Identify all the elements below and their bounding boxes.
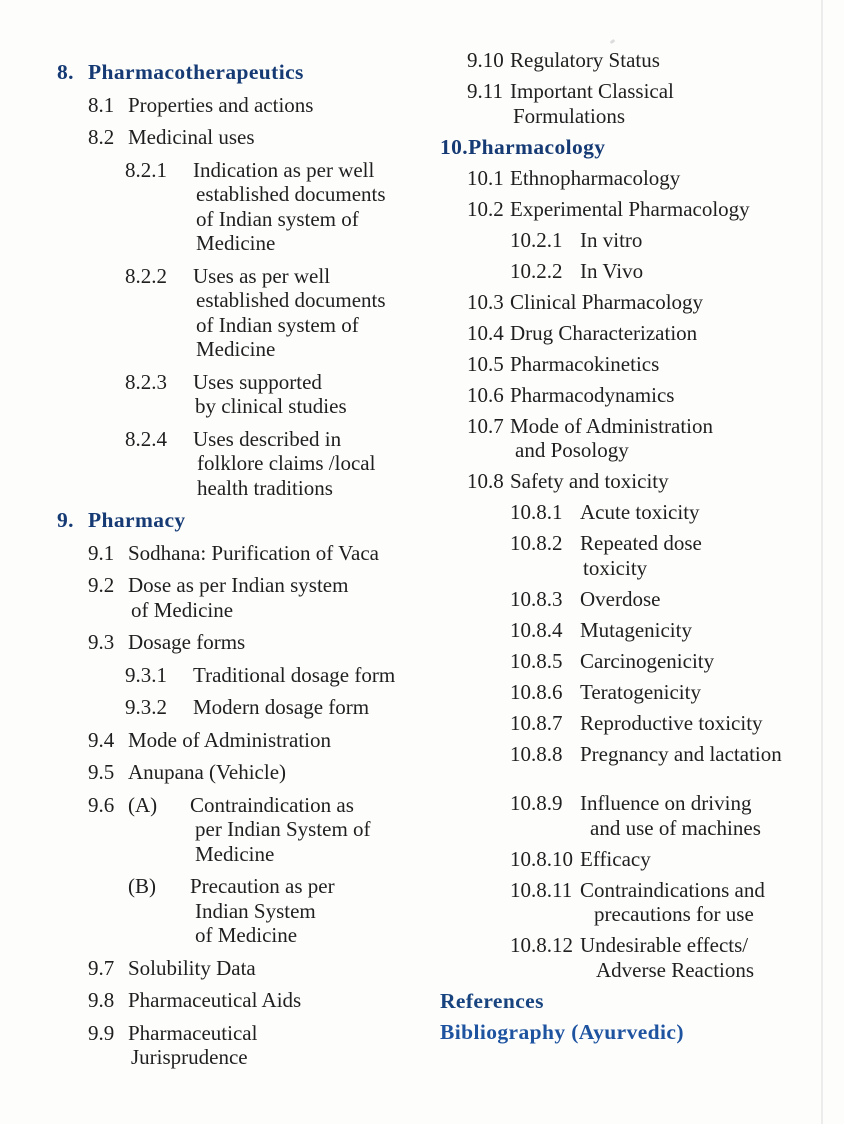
toc-entry-text <box>510 469 669 494</box>
toc-entry-text <box>510 166 680 191</box>
toc-entry-line: Acute toxicity <box>580 500 700 524</box>
toc-entry-line: Undesirable effects/ <box>580 933 749 957</box>
toc-entry-line: Jurisprudence <box>131 1045 248 1069</box>
toc-entry-text <box>190 793 371 867</box>
toc-entry-line: Pregnancy and lactation <box>580 741 782 766</box>
toc-entry-number: 10.8.3 <box>510 586 563 611</box>
toc-entry-line: Uses as per well <box>193 263 331 288</box>
toc-entry <box>440 290 840 315</box>
toc-entry-line: Medicine <box>196 337 276 361</box>
toc-entry-line: Solubility Data <box>128 955 256 980</box>
toc-entry-number: 10. <box>440 134 469 159</box>
toc-entry-line: Efficacy <box>580 846 651 871</box>
toc-entry <box>440 933 840 982</box>
toc-entry-number: 9.8 <box>88 988 115 1012</box>
toc-entry <box>57 60 429 85</box>
toc-entry-text <box>510 290 703 315</box>
toc-entry <box>57 573 429 622</box>
toc-entry-number: 9. <box>57 508 74 532</box>
toc-entry-text <box>193 264 386 362</box>
toc-entry <box>440 989 840 1014</box>
toc-entry-number: 10.4 <box>467 320 504 345</box>
toc-entry-text <box>510 79 674 128</box>
toc-entry <box>57 264 429 362</box>
toc-entry-text <box>193 370 347 419</box>
toc-entry-text <box>510 383 674 408</box>
toc-entry-number: 8.2.2 <box>125 263 167 288</box>
toc-entry-number: 10.8.12 <box>510 933 573 957</box>
toc-entry-text <box>128 541 379 566</box>
toc-entry-line: Medicinal uses <box>128 125 255 149</box>
toc-entry-number: 9.3.2 <box>125 695 167 719</box>
toc-entry-line: Properties and actions <box>128 92 314 117</box>
toc-entry <box>440 79 840 128</box>
toc-entry <box>440 711 840 736</box>
toc-entry-text <box>128 1021 257 1070</box>
toc-entry <box>57 663 429 688</box>
toc-entry-number: 10.8.5 <box>510 648 563 673</box>
toc-entry <box>440 878 840 927</box>
toc-entry-number: 10.8.11 <box>510 877 573 902</box>
toc-entry-text <box>468 135 605 160</box>
toc-entry-line: Experimental Pharmacology <box>510 196 750 221</box>
toc-entry-line: Pharmacology <box>468 134 606 159</box>
toc-entry-line: Mode of Administration <box>128 727 331 752</box>
toc-entry-number: 9.3 <box>88 630 115 654</box>
toc-entry-line: Pharmaceutical Aids <box>128 988 302 1012</box>
toc-entry-number: 9.3.1 <box>125 662 167 687</box>
toc-entry-number: 8.2.3 <box>125 369 167 394</box>
toc-entry-number: 8.1 <box>88 92 115 117</box>
toc-entry-text <box>580 878 765 927</box>
toc-entry-text <box>510 414 713 463</box>
toc-entry-line: Pharmacokinetics <box>510 351 660 376</box>
toc-entry-text <box>510 197 750 222</box>
toc-entry-number: 10.5 <box>467 351 504 376</box>
toc-entry-number: 10.8.9 <box>510 791 563 815</box>
toc-entry-number: 10.1 <box>467 165 504 190</box>
toc-entry-line: Bibliography (Ayurvedic) <box>440 1019 684 1044</box>
toc-entry-number: 9.10 <box>467 48 504 72</box>
toc-entry-line: Carcinogenicity <box>580 648 715 673</box>
toc-entry-text <box>580 847 651 872</box>
toc-entry <box>440 259 840 284</box>
toc-entry-number: 10.8 <box>467 469 504 493</box>
toc-entry-text <box>128 988 301 1013</box>
toc-entry-line: Uses supported <box>193 369 322 394</box>
toc-entry-text <box>193 427 375 501</box>
toc-entry-line: Formulations <box>513 103 626 128</box>
toc-entry-number: 9.9 <box>88 1020 115 1045</box>
toc-entry-line: Indication as per well <box>193 157 375 182</box>
toc-entry <box>440 166 840 191</box>
toc-entry-text <box>128 630 245 655</box>
toc-entry-text <box>193 158 386 256</box>
toc-entry-text <box>510 321 697 346</box>
toc-entry-number: 10.3 <box>467 289 504 314</box>
toc-entry-text <box>128 728 331 753</box>
toc-entry-line: Pharmaceutical <box>128 1020 258 1045</box>
toc-entry-number: 10.7 <box>467 413 504 438</box>
toc-entry <box>57 370 429 419</box>
toc-entry <box>440 352 840 377</box>
scan-edge-line <box>821 0 823 1124</box>
toc-entry-line: Ethnopharmacology <box>510 165 681 190</box>
toc-entry-line: of Medicine <box>195 923 298 947</box>
toc-entry <box>440 742 840 767</box>
toc-entry <box>57 728 429 753</box>
toc-entry-text <box>580 680 701 705</box>
toc-entry-number: 10.2 <box>467 196 504 221</box>
toc-entry <box>57 427 429 501</box>
toc-entry-line: Dosage forms <box>128 630 246 654</box>
toc-entry-line: of Indian system of <box>196 312 359 337</box>
toc-entry-number: 9.1 <box>88 540 115 565</box>
toc-entry-text <box>128 573 348 622</box>
toc-entry-number: 8. <box>57 60 74 84</box>
toc-entry-number: 10.8.2 <box>510 531 563 555</box>
toc-entry-number: 9.4 <box>88 727 115 752</box>
toc-entry-line: Sodhana: Purification of Vaca <box>128 540 379 565</box>
toc-entry-line: established documents <box>196 288 386 312</box>
toc-entry-number: 8.2.4 <box>125 426 167 451</box>
toc-left-column <box>57 60 429 1078</box>
toc-entry <box>440 847 840 872</box>
toc-entry-text <box>580 228 642 253</box>
toc-entry-text <box>88 60 304 85</box>
toc-entry-line: Contraindications and <box>580 877 765 902</box>
toc-entry-text <box>440 1020 684 1045</box>
toc-entry-text <box>580 791 761 840</box>
toc-entry-line: Mode of Administration <box>510 413 713 438</box>
toc-entry-line: Medicine <box>195 841 275 866</box>
toc-entry-number: 9.7 <box>88 955 115 980</box>
toc-entry-text <box>580 259 643 284</box>
toc-entry <box>440 1020 840 1045</box>
toc-entry-line: Drug Characterization <box>510 320 698 345</box>
toc-entry <box>57 508 429 533</box>
toc-entry-number: 10.6 <box>467 382 504 407</box>
toc-entry-line: Contraindication as <box>190 792 354 817</box>
toc-entry-line: Reproductive toxicity <box>580 710 763 735</box>
toc-entry-text <box>128 93 313 118</box>
toc-entry-text <box>128 125 255 150</box>
toc-entry-text <box>580 531 702 580</box>
toc-entry-line: In Vivo <box>580 258 644 283</box>
toc-entry <box>440 48 840 73</box>
toc-entry-line: Regulatory Status <box>510 48 660 72</box>
toc-entry-line: folklore claims /local <box>197 451 376 475</box>
toc-entry <box>440 469 840 494</box>
toc-entry <box>57 93 429 118</box>
toc-entry-line: Precaution as per <box>190 874 335 898</box>
toc-entry <box>440 618 840 643</box>
toc-entry <box>440 587 840 612</box>
toc-entry-text <box>580 587 660 612</box>
toc-entry-text <box>128 956 256 981</box>
toc-entry-text <box>88 508 186 533</box>
toc-entry-text <box>580 742 782 767</box>
toc-entry-line: Overdose <box>580 586 661 611</box>
toc-entry-line: established documents <box>196 182 386 206</box>
toc-entry-number: 9.6 <box>88 792 115 817</box>
toc-entry-number: 10.8.4 <box>510 617 563 642</box>
toc-entry-line: Uses described in <box>193 426 342 451</box>
toc-entry-line: and use of machines <box>590 815 761 840</box>
toc-entry-line: Pharmacy <box>88 508 186 532</box>
toc-entry-number: 9.2 <box>88 573 115 597</box>
toc-entry-line: and Posology <box>515 438 629 462</box>
toc-entry <box>57 874 429 948</box>
toc-entry-letter: (A) <box>128 792 158 817</box>
toc-entry <box>57 988 429 1013</box>
toc-entry-text <box>510 48 660 73</box>
toc-entry-line: References <box>440 988 544 1013</box>
toc-entry-line: Pharmacodynamics <box>510 382 675 407</box>
toc-entry-line: Repeated dose <box>580 531 702 555</box>
toc-entry-number: 10.8.7 <box>510 710 563 735</box>
toc-entry <box>57 630 429 655</box>
toc-entry-line: toxicity <box>583 555 648 580</box>
toc-entry-line: Clinical Pharmacology <box>510 289 704 314</box>
toc-entry-text <box>580 500 700 525</box>
toc-entry <box>440 135 840 160</box>
toc-entry <box>440 321 840 346</box>
toc-entry-number: 8.2 <box>88 125 115 149</box>
toc-entry-line: Influence on driving <box>580 791 752 815</box>
toc-entry-line: In vitro <box>580 227 643 252</box>
toc-entry-line: of Medicine <box>131 597 234 622</box>
toc-entry-text <box>193 663 395 688</box>
toc-entry-line: Traditional dosage form <box>193 662 396 687</box>
toc-entry-line: of Indian system of <box>196 206 359 231</box>
toc-entry <box>57 541 429 566</box>
toc-entry-text <box>510 352 659 377</box>
toc-entry-line: Mutagenicity <box>580 617 692 642</box>
toc-entry-line: by clinical studies <box>195 394 347 418</box>
toc-entry <box>57 1021 429 1070</box>
toc-entry <box>440 791 840 840</box>
toc-entry <box>440 649 840 674</box>
toc-entry-line: Medicine <box>196 231 276 255</box>
toc-entry <box>57 125 429 150</box>
scan-speck <box>610 39 616 44</box>
toc-entry-line: Pharmacotherapeutics <box>88 60 304 84</box>
toc-entry-letter: (B) <box>128 874 156 898</box>
toc-entry-number: 10.8.1 <box>510 500 563 524</box>
toc-entry-number: 9.5 <box>88 760 115 784</box>
toc-entry-line: Important Classical <box>510 79 674 103</box>
toc-entry-line: Modern dosage form <box>193 695 370 719</box>
toc-entry-text <box>128 760 286 785</box>
toc-entry-text <box>580 933 754 982</box>
toc-entry <box>57 760 429 785</box>
toc-entry <box>57 793 429 867</box>
toc-entry-text <box>580 618 692 643</box>
toc-entry-line: Safety and toxicity <box>510 469 669 493</box>
toc-entry-number: 10.8.6 <box>510 679 563 704</box>
toc-entry-line: Adverse Reactions <box>596 957 755 982</box>
toc-entry-line: Anupana (Vehicle) <box>128 760 287 784</box>
toc-entry-line: Dose as per Indian system <box>128 573 349 597</box>
toc-entry <box>57 158 429 256</box>
toc-entry-number: 9.11 <box>467 79 503 103</box>
toc-entry-text <box>580 649 714 674</box>
toc-entry <box>440 197 840 222</box>
toc-entry-line: Teratogenicity <box>580 679 701 704</box>
toc-entry <box>440 414 840 463</box>
toc-entry <box>440 500 840 525</box>
toc-entry-number: 10.2.2 <box>510 258 563 283</box>
toc-entry <box>440 383 840 408</box>
toc-entry-number: 10.8.8 <box>510 741 563 766</box>
toc-entry <box>57 695 429 720</box>
toc-entry-number: 10.8.10 <box>510 846 573 871</box>
toc-entry-text <box>190 874 335 948</box>
toc-entry-text <box>193 695 369 720</box>
toc-entry-line: per Indian System of <box>195 817 371 841</box>
toc-entry-text <box>440 989 544 1014</box>
toc-entry <box>440 531 840 580</box>
toc-entry <box>57 956 429 981</box>
toc-entry-line: precautions for use <box>594 902 754 926</box>
toc-entry-text <box>580 711 763 736</box>
toc-entry-number: 10.2.1 <box>510 227 563 252</box>
toc-right-column <box>440 48 840 1051</box>
toc-entry <box>440 228 840 253</box>
toc-entry-number: 8.2.1 <box>125 157 167 182</box>
toc-entry <box>440 680 840 705</box>
toc-entry-line: health traditions <box>197 475 333 500</box>
toc-entry-line: Indian System <box>195 898 316 923</box>
